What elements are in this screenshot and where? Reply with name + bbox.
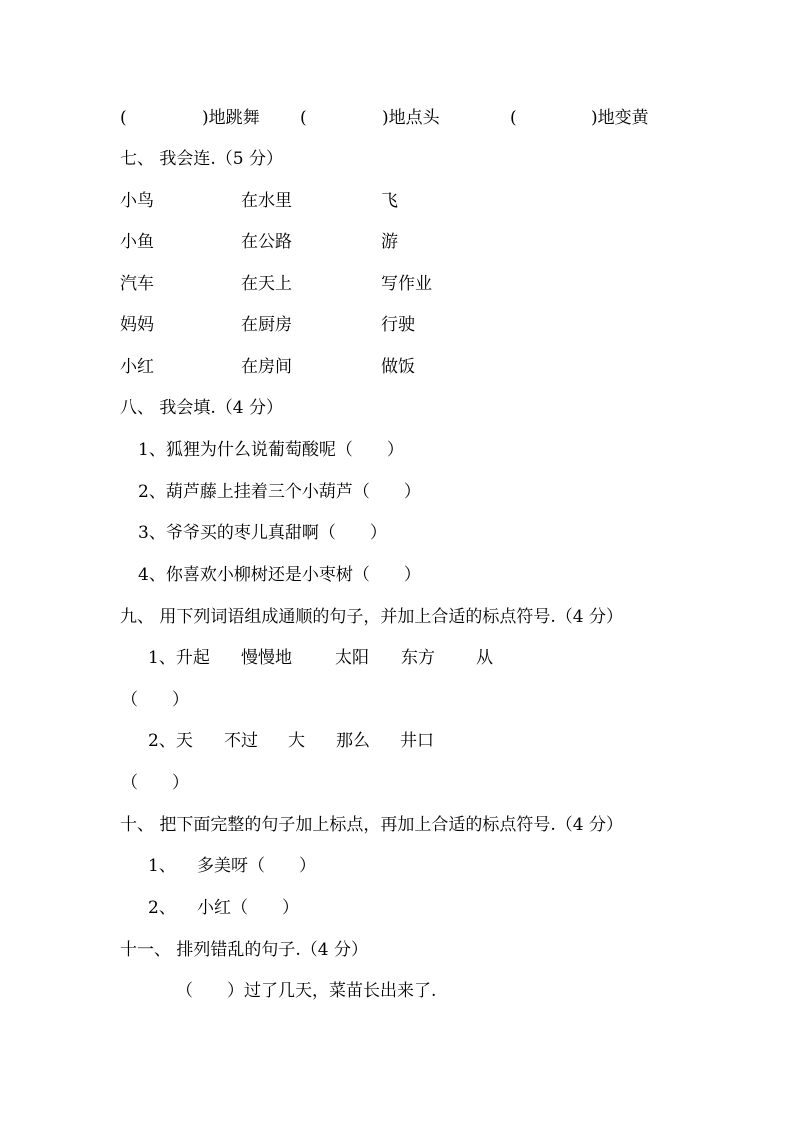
blank-word-nod: )地点头 [382, 108, 440, 128]
match-action: 游 [381, 232, 398, 252]
match-place: 在厨房 [241, 315, 292, 335]
word: 2、天 [148, 731, 193, 751]
match-action: 做饭 [381, 357, 415, 377]
match-action: 行驶 [381, 315, 415, 335]
item-text: 多美呀（ ） [197, 856, 316, 876]
answer-blank-1: （ ） [121, 690, 189, 710]
match-subject: 妈妈 [120, 315, 154, 335]
section-11-title: 十一、 排列错乱的句子.（4 分） [120, 940, 369, 960]
match-place: 在水里 [241, 191, 292, 211]
word: 1、升起 [148, 648, 210, 668]
fill-item: 3、爷爷买的枣儿真甜啊（ ） [138, 523, 387, 543]
word: 大 [288, 731, 305, 751]
paren-open-3: ( [510, 108, 517, 128]
word: 那么 [336, 731, 370, 751]
fill-item: 1、狐狸为什么说葡萄酸呢（ ） [138, 440, 404, 460]
fill-item: 4、你喜欢小柳树还是小枣树（ ） [138, 565, 421, 585]
word: 不过 [224, 731, 258, 751]
blank-word-dance: )地跳舞 [202, 108, 260, 128]
word: 东方 [401, 648, 435, 668]
item-number: 2、 [148, 898, 176, 918]
section-9-title: 九、 用下列词语组成通顺的句子，并加上合适的标点符号.（4 分） [120, 607, 624, 627]
match-place: 在公路 [241, 232, 292, 252]
match-subject: 汽车 [120, 274, 154, 294]
section-7-title: 七、 我会连.（5 分） [120, 149, 284, 169]
word: 从 [476, 648, 493, 668]
match-subject: 小鸟 [120, 191, 154, 211]
match-subject: 小鱼 [120, 232, 154, 252]
word: 井口 [400, 731, 434, 751]
fill-item: 2、葫芦藤上挂着三个小葫芦（ ） [138, 482, 421, 502]
match-action: 飞 [381, 191, 398, 211]
word: 慢慢地 [241, 648, 292, 668]
item-text: 小红（ ） [197, 898, 299, 918]
answer-blank-2: （ ） [121, 773, 189, 793]
blank-word-yellow: )地变黄 [591, 108, 649, 128]
section-8-title: 八、 我会填.（4 分） [120, 398, 284, 418]
match-place: 在天上 [241, 274, 292, 294]
match-action: 写作业 [381, 274, 432, 294]
paren-open-2: ( [300, 108, 307, 128]
sentence-line: （ ）过了几天，菜苗长出来了. [176, 981, 437, 1001]
item-number: 1、 [148, 856, 176, 876]
section-10-title: 十、 把下面完整的句子加上标点，再加上合适的标点符号.（4 分） [120, 815, 624, 835]
match-subject: 小红 [120, 357, 154, 377]
paren-open-1: ( [120, 108, 127, 128]
word: 太阳 [335, 648, 369, 668]
match-place: 在房间 [241, 357, 292, 377]
